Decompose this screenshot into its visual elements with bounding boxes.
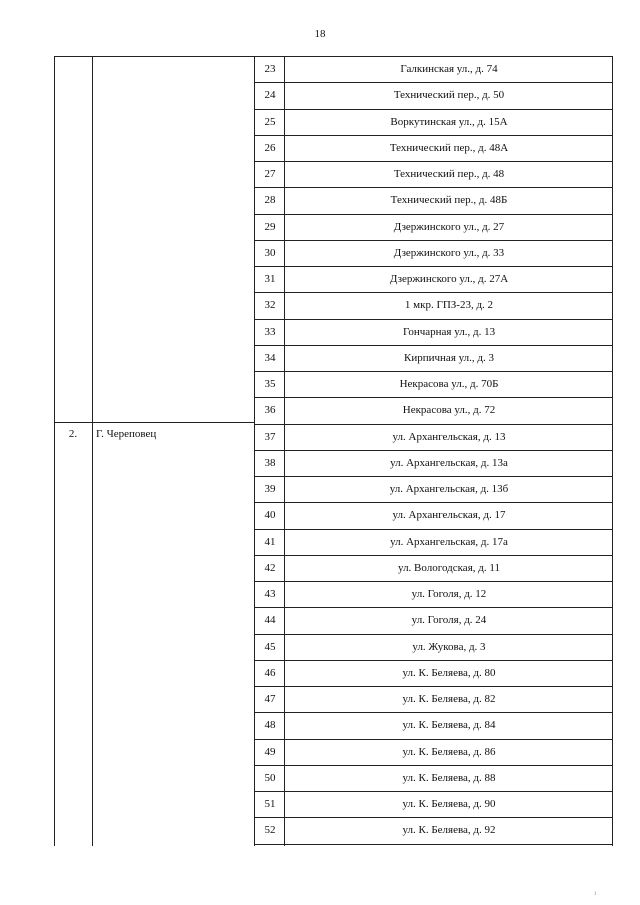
row-address: ул. Жукова, д. 3 — [412, 641, 486, 653]
row-number: 27 — [264, 168, 276, 180]
row-number: 38 — [264, 457, 276, 469]
row-number: 46 — [264, 667, 276, 679]
row-address: Некрасова ул., д. 70Б — [399, 378, 499, 390]
row-address: Технический пер., д. 50 — [393, 89, 505, 101]
page-number: 18 — [314, 28, 326, 40]
row-address: ул. К. Беляева, д. 90 — [402, 798, 496, 810]
row-number: 41 — [264, 536, 276, 548]
row-number: 23 — [264, 63, 276, 75]
row-address: ул. К. Беляева, д. 82 — [402, 693, 496, 705]
row-address: Дзержинского ул., д. 27А — [389, 273, 509, 285]
row-number: 34 — [264, 352, 276, 364]
row-address: Кирпичная ул., д. 3 — [404, 352, 494, 364]
row-address: Технический пер., д. 48А — [389, 142, 509, 154]
row-address: Дзержинского ул., д. 27 — [393, 221, 505, 233]
row-address: 1 мкр. ГПЗ-23, д. 2 — [404, 299, 494, 311]
row-number: 26 — [264, 142, 276, 154]
row-address: Технический пер., д. 48 — [393, 168, 505, 180]
row-number: 35 — [264, 378, 276, 390]
row-address: ул. Гоголя, д. 12 — [411, 588, 487, 600]
row-number: 33 — [264, 326, 276, 338]
row-address: Галкинская ул., д. 74 — [400, 63, 498, 75]
row-number: 24 — [264, 89, 276, 101]
row-number: 43 — [264, 588, 276, 600]
row-address: Некрасова ул., д. 72 — [402, 404, 496, 416]
row-number: 36 — [264, 404, 276, 416]
table-border-col1 — [92, 56, 93, 846]
row-address: ул. К. Беляева, д. 80 — [402, 667, 496, 679]
row-number: 28 — [264, 194, 276, 206]
row-address: ул. Архангельская, д. 13а — [390, 457, 508, 469]
group-separator — [54, 422, 255, 423]
row-address: ул. Вологодская, д. 11 — [398, 562, 500, 574]
row-address: ул. К. Беляева, д. 84 — [402, 719, 496, 731]
row-address: Гончарная ул., д. 13 — [402, 326, 496, 338]
row-number: 50 — [264, 772, 276, 784]
row-address: ул. К. Беляева, д. 92 — [402, 824, 496, 836]
row-number: 42 — [264, 562, 276, 574]
row-number: 52 — [264, 824, 276, 836]
row-number: 29 — [264, 221, 276, 233]
row-number: 39 — [264, 483, 276, 495]
row-address: ул. К. Беляева, д. 86 — [402, 746, 496, 758]
row-address: ул. Гоголя, д. 24 — [411, 614, 487, 626]
table-border-col2 — [254, 56, 255, 846]
row-number: 40 — [264, 509, 276, 521]
row-number: 49 — [264, 746, 276, 758]
row-number: 51 — [264, 798, 276, 810]
table-border-right — [612, 56, 613, 846]
row-address: ул. Архангельская, д. 13б — [389, 483, 509, 495]
row-number: 25 — [264, 116, 276, 128]
row-number: 37 — [264, 431, 276, 443]
row-number: 48 — [264, 719, 276, 731]
row-number: 31 — [264, 273, 276, 285]
row-address: Воркутинская ул., д. 15А — [390, 116, 508, 128]
row-address: ул. Архангельская, д. 17 — [392, 509, 506, 521]
row-address: ул. Архангельская, д. 17а — [390, 536, 508, 548]
group-number: 2. — [68, 428, 78, 440]
table-border-left — [54, 56, 55, 846]
row-number: 45 — [264, 641, 276, 653]
row-address: Технический пер., д. 48Б — [390, 194, 508, 206]
row-number: 32 — [264, 299, 276, 311]
group-city: Г. Череповец — [96, 428, 157, 440]
row-number: 44 — [264, 614, 276, 626]
row-divider — [254, 844, 613, 845]
row-number: 47 — [264, 693, 276, 705]
row-address: Дзержинского ул., д. 33 — [393, 247, 505, 259]
row-address: ул. Архангельская, д. 13 — [392, 431, 506, 443]
footer-mark: i — [594, 891, 596, 897]
table-border-col3 — [284, 56, 285, 846]
row-number: 30 — [264, 247, 276, 259]
row-address: ул. К. Беляева, д. 88 — [402, 772, 496, 784]
